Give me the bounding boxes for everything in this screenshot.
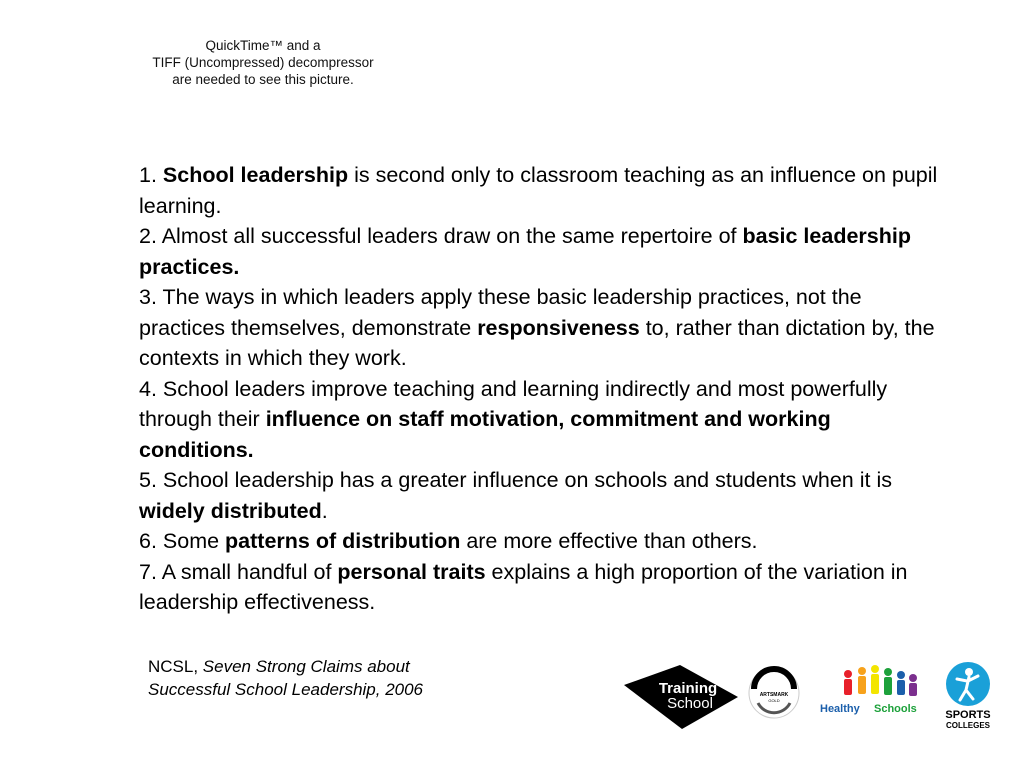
training-school-word-1: Training: [658, 680, 718, 697]
children-figures-icon: [844, 665, 917, 696]
claim-text: are more effective than others.: [460, 529, 758, 553]
claim-item: [139, 160, 939, 221]
training-school-logo: [622, 663, 740, 731]
training-school-word-2: School: [667, 695, 713, 712]
claim-text: 7. A small handful of: [139, 559, 338, 584]
claim-text: 5. School leadership has a greater influence on schools and students when it is: [139, 468, 892, 492]
citation: [148, 655, 423, 701]
claim-item: [139, 221, 939, 282]
claim-text: 2. Almost all successful leaders draw on the same repertoire of: [139, 224, 743, 248]
claim-item: [139, 557, 939, 618]
healthy-schools-logo: [818, 664, 934, 716]
citation-title-line-2: Successful School Leadership, 2006: [148, 680, 424, 699]
citation-title-line-1: Seven Strong Claims about: [202, 657, 410, 676]
claim-text: is second only to classroom teaching as an influence on pupil learning.: [139, 163, 938, 218]
claim-item: [139, 526, 939, 557]
claim-emphasis: School leadership: [162, 163, 349, 187]
artsmark-level: GOLD: [768, 698, 780, 703]
claim-text: .: [321, 498, 328, 523]
claim-text: 4. School leaders improve teaching and learning indirectly and most powerfully through their: [139, 376, 888, 431]
claim-emphasis: basic leadership practices.: [139, 224, 911, 279]
quicktime-notice-line-3: are needed to see this picture.: [172, 72, 354, 87]
claim-item: [139, 282, 939, 374]
claim-emphasis: influence on staff motivation, commitment and working conditions.: [139, 407, 831, 462]
artsmark-label: ARTSMARK: [759, 692, 789, 698]
claim-text: explains a high proportion of the variation in leadership effectiveness.: [139, 559, 908, 614]
claim-text: to, rather than dictation by, the contexts in which they work.: [139, 315, 935, 370]
claim-text: 6. Some: [139, 529, 226, 553]
quicktime-missing-image-notice: [118, 37, 408, 88]
claim-item: [139, 465, 939, 526]
claim-text: 1.: [139, 163, 163, 187]
claim-item: [139, 374, 939, 466]
sports-colleges-logo: [942, 660, 994, 732]
claim-emphasis: personal traits: [337, 559, 486, 584]
sports-word: SPORTS: [945, 709, 991, 721]
claims-list: [139, 160, 939, 618]
quicktime-notice-line-1: QuickTime™ and a: [205, 38, 321, 53]
claim-emphasis: widely distributed: [139, 498, 322, 523]
healthy-word: Healthy: [820, 703, 860, 715]
citation-prefix: NCSL,: [148, 657, 203, 676]
quicktime-notice-line-2: TIFF (Uncompressed) decompressor: [152, 55, 374, 70]
schools-word: Schools: [874, 703, 917, 715]
colleges-word: COLLEGES: [945, 721, 991, 730]
claim-text: 3. The ways in which leaders apply these basic leadership practices, not the practices themselves, demonstrate: [139, 285, 862, 340]
arts-council-logo: [748, 665, 800, 721]
claim-emphasis: patterns of distribution: [225, 529, 461, 553]
claim-emphasis: responsiveness: [477, 315, 640, 340]
